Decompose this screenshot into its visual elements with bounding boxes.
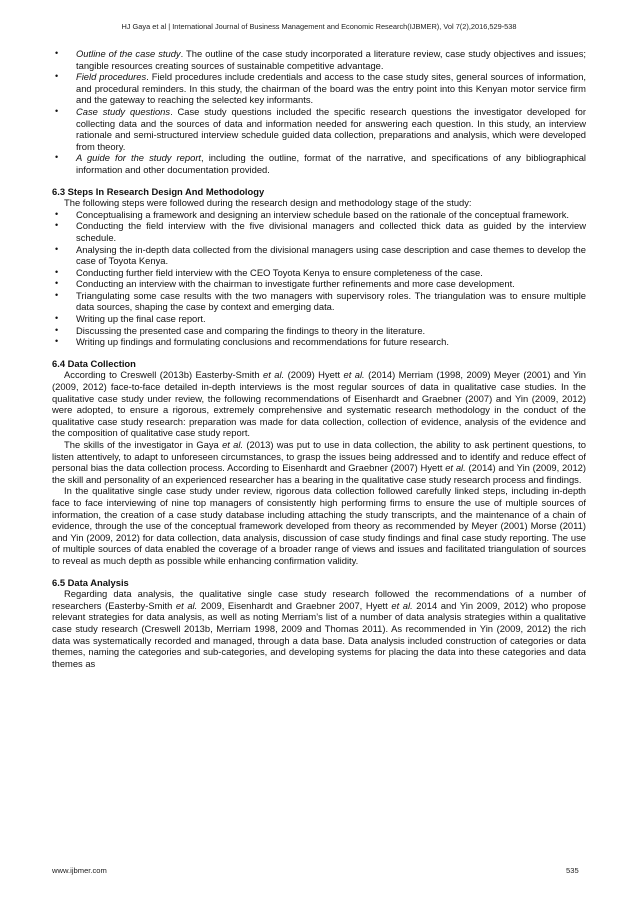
text-run-italic: et al. — [343, 369, 365, 381]
list-item: • Conducting an interview with the chairman to investigate further refinements and more case development. — [52, 278, 586, 290]
paragraph — [52, 439, 586, 485]
text-run: (2013) was put to use in data collection, the ability to ask pertinent questions, to listen attentively, to adapt to unforeseen circumstances, to grasp the issues being addressed and to identify and reduce effect of personal bias the data collection process. According to Eisenhardt and Graebner (2007) Hyett — [52, 439, 586, 474]
paragraph: In the qualitative single case study under review, rigorous data collection followed carefully linked steps, including in-depth face to face interviewing of nine top managers of consistently high performing firms to ensure the use of multiple sources of information, the creation of a case study database including attaching the study transcripts, and the maintenance of a chain of evidence, through the use of the conceptual framework developed from theory as recommended by Meyer (2001) Morse (2011) and Yin (2009, 2012) for data collection, data analysis, discussion of case study findings and final case study reporting. The use of multiple sources of data enabled the coverage of a broader range of views and issues and facilitated triangulation of sources to reveal as much depth as possible while enhancing confirmation validity. — [52, 485, 586, 566]
item-label: Outline of the case study — [76, 48, 181, 59]
list-item: • Triangulating some case results with the two managers with supervisory roles. The triangulation was to ensure multiple data sources, shaping the case by context and emerging data. — [52, 290, 586, 313]
footer-website: www.ijbmer.com — [52, 866, 107, 875]
section-heading: 6.5 Data Analysis — [52, 576, 129, 588]
text-run: 2014 and Yin 2009, 2012) who propose relevant strategies for data analysis, as well as noting Merriam’s list of a number of data analysis strategies within a qualitative case study research (Creswell 2013b, Merriam 1998, 2009 and Thomas 2011). As recommended in Yin (2009, 2012) the rich data was systematically recorded and managed, through a data base. Data analysis included construction of categories or data themes, naming the categories and sub-categories, and developing systems for placing the data into these categories and data themes as — [52, 599, 586, 669]
text-run: 2009, Eisenhardt and Graebner 2007, Hyett — [197, 599, 392, 611]
text-run-italic: et al. — [175, 599, 198, 611]
text-run: According to Creswell (2013b) Easterby-Smith — [64, 369, 264, 381]
section-heading: 6.3 Steps In Research Design And Methodology — [52, 185, 265, 197]
case-study-protocol-list — [52, 48, 586, 176]
section-intro: The following steps were followed during the research design and methodology stage of the study: — [64, 197, 472, 209]
list-item: • Writing up findings and formulating conclusions and recommendations for future research. — [52, 336, 586, 348]
list-item: • Writing up the final case report. — [52, 313, 586, 325]
item-text: . Case study questions included the specific research questions the investigator developed for collecting data and the sources of data and information needed for answering each question. In this study, an interview rationale and semi-structured interview schedule guided data collection, preparations and analysis, which were developed from theory. — [76, 105, 586, 152]
item-text: . The outline of the case study incorporated a literature review, case study objectives and issues; tangible resources creating sources of sustainable competitive advantage. — [76, 48, 586, 71]
text-run-italic: et al. — [263, 369, 285, 381]
item-label: Field procedures — [76, 71, 147, 83]
list-item: • Discussing the presented case and comparing the findings to theory in the literature. — [52, 325, 586, 337]
item-label: A guide for the study report — [76, 152, 202, 164]
list-item: • Conducting the field interview with the five divisional managers and collected thick data as guided by the interview schedule. — [52, 220, 586, 243]
text-run: (2014) and Yin (2009, 2012) the skill and personality of an experienced researcher has a bearing in the qualitative case study research process and findings. — [52, 462, 586, 485]
list-item — [52, 71, 586, 106]
text-run: The skills of the investigator in Gaya — [64, 439, 223, 450]
section-heading: 6.4 Data Collection — [52, 357, 136, 369]
list-item: • Analysing the in-depth data collected from the divisional managers using case description and case themes to develop the case of Toyota Kenya. — [52, 244, 586, 267]
page-number: 535 — [566, 866, 579, 875]
paragraph — [52, 369, 586, 439]
running-header: HJ Gaya et al | International Journal of Business Management and Economic Research(IJBMER), Vol 7(2),2016,529-538 — [121, 22, 517, 31]
item-text: . Field procedures include credentials and access to the case study sites, general sources of information, and procedural reminders. In this study, the chairman of the board was the entry point into this Kenyan motor service firm and the gateway to reaching the selected key informants. — [76, 71, 587, 106]
text-run-italic: et al. — [445, 462, 466, 474]
list-item — [52, 152, 586, 175]
text-run: (2009) Hyett — [284, 369, 344, 381]
list-item: • Conceptualising a framework and designing an interview schedule based on the rationale of the conceptual framework. — [52, 209, 586, 221]
list-item: • Conducting further field interview with the CEO Toyota Kenya to ensure completeness of the case. — [52, 267, 586, 279]
text-run-italic: et al. — [222, 439, 244, 450]
item-label: Case study questions — [76, 105, 171, 117]
text-run: Regarding data analysis, the qualitative single case study research followed the recommendations of a number of researchers (Easterby-Smith — [52, 588, 586, 611]
text-run-italic: et al. — [391, 599, 413, 611]
list-item — [52, 48, 586, 71]
page-content — [52, 48, 586, 669]
text-run: (2014) Merriam (1998, 2009) Meyer (2001) and Yin (2009, 2012) face-to-face detailed in-depth interviews is the most regular sources of data in qualitative case studies. In the qualitative case study under review, the following recommendations of Eisenhardt and Graebner (2007) and Yin (2009, 2012) were adopted, to ensure a rigorous, extremely comprehensive and systematic research methodology in the conduct of the qualitative case study research: preparation was made for data collection, collection of evidence, analysis of the evidence and the composition of qualitative case study report. — [52, 369, 587, 439]
list-item — [52, 106, 586, 152]
steps-list — [52, 209, 586, 348]
item-text: , including the outline, format of the narrative, and specifications of any bibliographical information and other documentation provided. — [76, 152, 586, 175]
paragraph — [52, 588, 586, 669]
